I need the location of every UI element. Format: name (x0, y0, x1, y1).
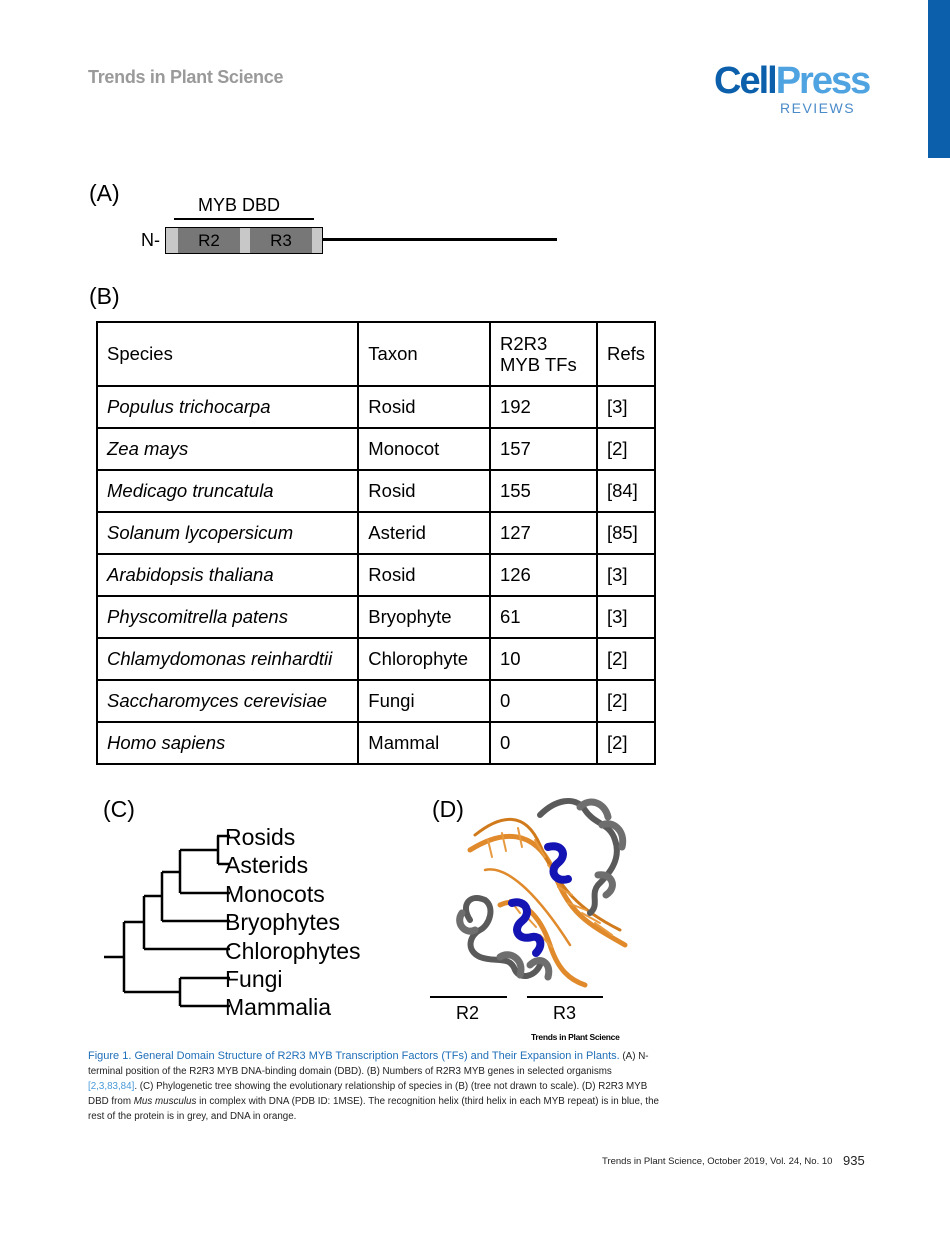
taxon-cell: Monocot (358, 428, 490, 470)
header-taxon: Taxon (358, 322, 490, 386)
table-row (97, 596, 655, 638)
count-cell: 157 (490, 428, 597, 470)
count-cell: 192 (490, 386, 597, 428)
logo-press-text: Press (775, 60, 870, 102)
species-cell: Solanum lycopersicum (97, 512, 358, 554)
table-row (97, 680, 655, 722)
protein-dna-structure (440, 795, 650, 1000)
panel-d-label: (D) (432, 796, 464, 822)
ref-cell: [85] (597, 512, 655, 554)
logo-cell-text: Cell (714, 60, 776, 102)
branch-fungi-mammalia (180, 978, 230, 1006)
r2-bracket-line (430, 996, 507, 998)
structure-r2-label: R2 (456, 1003, 480, 1023)
n-terminus-label: N- (141, 230, 160, 250)
taxon-rosids: Rosids (225, 824, 296, 850)
taxon-cell: Bryophyte (358, 596, 490, 638)
caption-text-3: in complex with DNA (PDB ID: 1MSE). The recognition helix (third helix in each MYB repeat) is in blue, the rest of the protein is in grey, and DNA in orange. (88, 1096, 659, 1122)
taxon-cell: Asterid (358, 512, 490, 554)
header-species: Species (97, 322, 358, 386)
taxon-cell: Chlorophyte (358, 638, 490, 680)
panel-a-label: (A) (89, 180, 120, 206)
taxon-cell: Fungi (358, 680, 490, 722)
dbd-domain-box (165, 227, 323, 254)
taxon-fungi: Fungi (225, 966, 283, 993)
ref-cell: [2] (597, 638, 655, 680)
taxon-monocots: Monocots (225, 880, 325, 907)
ref-cell: [2] (597, 722, 655, 764)
figure-credit: Trends in Plant Science (531, 1032, 620, 1042)
cellpress-logo (714, 61, 869, 101)
taxon-asterids: Asterids (225, 852, 309, 879)
side-tab (928, 0, 950, 158)
r2-label: R2 (198, 231, 220, 250)
count-cell: 0 (490, 680, 597, 722)
ref-cell: [84] (597, 470, 655, 512)
taxon-cell: Rosid (358, 470, 490, 512)
species-table (96, 321, 656, 765)
caption-text-1: (A) N-terminal position of the R2R3 MYB DNA-binding domain (DBD). (B) Numbers of R2R3 MYB genes in selected organisms (88, 1051, 649, 1077)
species-cell: Physcomitrella patens (97, 596, 358, 638)
taxon-mammalia: Mammalia (225, 994, 332, 1021)
branch-root (124, 922, 180, 992)
caption-organism: Mus musculus (133, 1096, 197, 1107)
dbd-bracket-line (174, 218, 314, 220)
r3-bracket-line (527, 996, 603, 998)
ref-cell: [3] (597, 596, 655, 638)
header-refs: Refs (597, 322, 655, 386)
page-number: 935 (843, 1153, 865, 1168)
count-cell: 61 (490, 596, 597, 638)
count-cell: 10 (490, 638, 597, 680)
species-cell: Arabidopsis thaliana (97, 554, 358, 596)
journal-title: Trends in Plant Science (88, 67, 284, 87)
ref-cell: [3] (597, 386, 655, 428)
taxon-bryophytes: Bryophytes (225, 909, 341, 936)
branch-chlorophytes (144, 896, 230, 949)
species-cell: Populus trichocarpa (97, 386, 358, 428)
count-cell: 155 (490, 470, 597, 512)
species-cell: Homo sapiens (97, 722, 358, 764)
logo-reviews-text: REVIEWS (780, 100, 856, 116)
taxon-cell: Rosid (358, 554, 490, 596)
structure-r3-label: R3 (553, 1003, 577, 1023)
table-header-row (97, 322, 655, 386)
count-cell: 126 (490, 554, 597, 596)
table-row (97, 722, 655, 764)
taxon-cell: Rosid (358, 386, 490, 428)
ref-cell: [2] (597, 428, 655, 470)
ref-cell: [3] (597, 554, 655, 596)
taxon-cell: Mammal (358, 722, 490, 764)
species-cell: Medicago truncatula (97, 470, 358, 512)
phylogenetic-tree (100, 825, 230, 1015)
table-row (97, 470, 655, 512)
caption-refs-link[interactable]: [2,3,83,84] (88, 1081, 135, 1092)
table-row (97, 554, 655, 596)
panel-b-label: (B) (89, 283, 120, 309)
branch-monocots (180, 850, 230, 893)
table-row (97, 512, 655, 554)
table-row (97, 428, 655, 470)
species-cell: Zea mays (97, 428, 358, 470)
table-row (97, 638, 655, 680)
caption-text-2: . (C) Phylogenetic tree showing the evolutionary relationship of species in (B) (tree not drawn to scale). (D) R2R3 MYB DBD from (88, 1081, 648, 1107)
count-cell: 0 (490, 722, 597, 764)
taxon-chlorophytes: Chlorophytes (225, 937, 361, 964)
figure-caption (88, 1049, 662, 1124)
table-body (97, 386, 655, 764)
r3-repeat (250, 228, 312, 253)
header-count: R2R3 MYB TFs (490, 322, 597, 386)
branch-bryophytes (162, 872, 230, 921)
tree-taxa-list (225, 823, 361, 1022)
ref-cell: [2] (597, 680, 655, 722)
footer-citation: Trends in Plant Science, October 2019, Vol. 24, No. 10 (602, 1156, 833, 1167)
table-row (97, 386, 655, 428)
species-cell: Saccharomyces cerevisiae (97, 680, 358, 722)
r3-label: R3 (270, 231, 292, 250)
myb-dbd-label: MYB DBD (198, 195, 281, 215)
caption-title: Figure 1. General Domain Structure of R2R3 MYB Transcription Factors (TFs) and Their Expansion in Plants. (88, 1050, 620, 1062)
count-cell: 127 (490, 512, 597, 554)
r2-repeat (178, 228, 240, 253)
protein-tail-line (322, 238, 557, 241)
species-cell: Chlamydomonas reinhardtii (97, 638, 358, 680)
panel-c-label: (C) (103, 796, 135, 822)
